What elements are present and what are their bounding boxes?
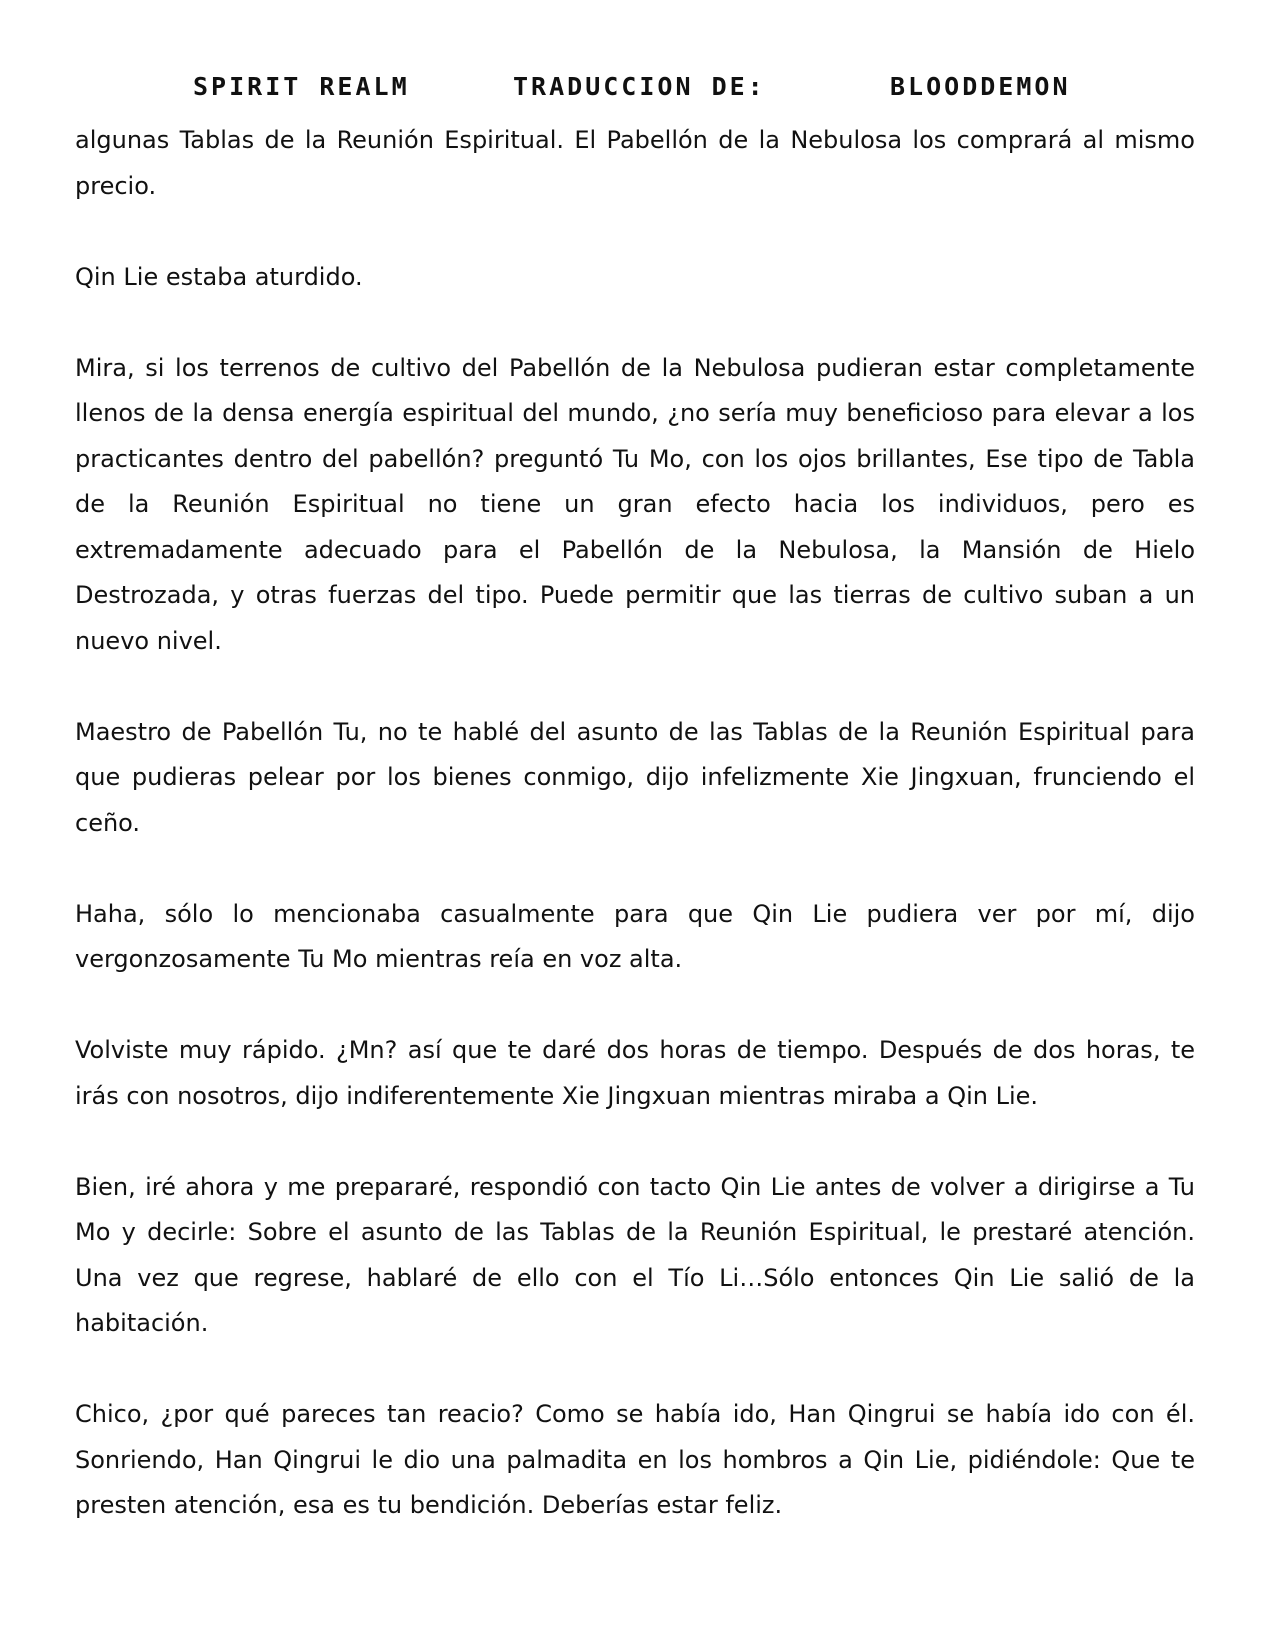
paragraph: algunas Tablas de la Reunión Espiritual. El Pabellón de la Nebulosa los comprará al mismo precio. <box>75 126 1195 200</box>
paragraph: Qin Lie estaba aturdido. <box>75 262 363 291</box>
paragraph: Volviste muy rápido. ¿Mn? así que te daré dos horas de tiempo. Después de dos horas, te irás con nosotros, dijo indiferentemente Xie Jingxuan mientras miraba a Qin Lie. <box>75 1036 1195 1110</box>
paragraph: Chico, ¿por qué pareces tan reacio? Como se había ido, Han Qingrui se había ido con él. Sonriendo, Han Qingrui le dio una palmadita en los hombros a Qin Lie, pidiéndole: Que te presten atención, esa es tu bendición. Deberías estar feliz. <box>75 1400 1195 1519</box>
document-body <box>75 118 1195 1574</box>
header-translator-name: BLOODDEMON <box>890 72 1071 101</box>
paragraph: Mira, si los terrenos de cultivo del Pabellón de la Nebulosa pudieran estar completamente llenos de la densa energía espiritual del mundo, ¿no sería muy beneficioso para elevar a los practicantes dentro del pabellón? preguntó Tu Mo, con los ojos brillantes, Ese tipo de Tabla de la Reunión Espiritual no tiene un gran efecto hacia los individuos, pero es extremadamente adecuado para el Pabellón de la Nebulosa, la Mansión de Hielo Destrozada, y otras fuerzas del tipo. Puede permitir que las tierras de cultivo suban a un nuevo nivel. <box>75 353 1195 655</box>
paragraph: Haha, sólo lo mencionaba casualmente para que Qin Lie pudiera ver por mí, dijo vergonzosamente Tu Mo mientras reía en voz alta. <box>75 899 1195 973</box>
header-series-title: SPIRIT REALM <box>193 72 410 101</box>
header-translation-label: TRADUCCION DE: <box>513 72 766 101</box>
paragraph: Bien, iré ahora y me prepararé, respondió con tacto Qin Lie antes de volver a dirigirse a Tu Mo y decirle: Sobre el asunto de las Tablas de la Reunión Espiritual, le prestaré atención. Una vez que regrese, hablaré de ello con el Tío Li…Sólo entonces Qin Lie salió de la habitación. <box>75 1172 1195 1337</box>
paragraph: Maestro de Pabellón Tu, no te hablé del asunto de las Tablas de la Reunión Espiritual para que pudieras pelear por los bienes conmigo, dijo infelizmente Xie Jingxuan, frunciendo el ceño. <box>75 717 1195 837</box>
page-header <box>0 72 1275 112</box>
